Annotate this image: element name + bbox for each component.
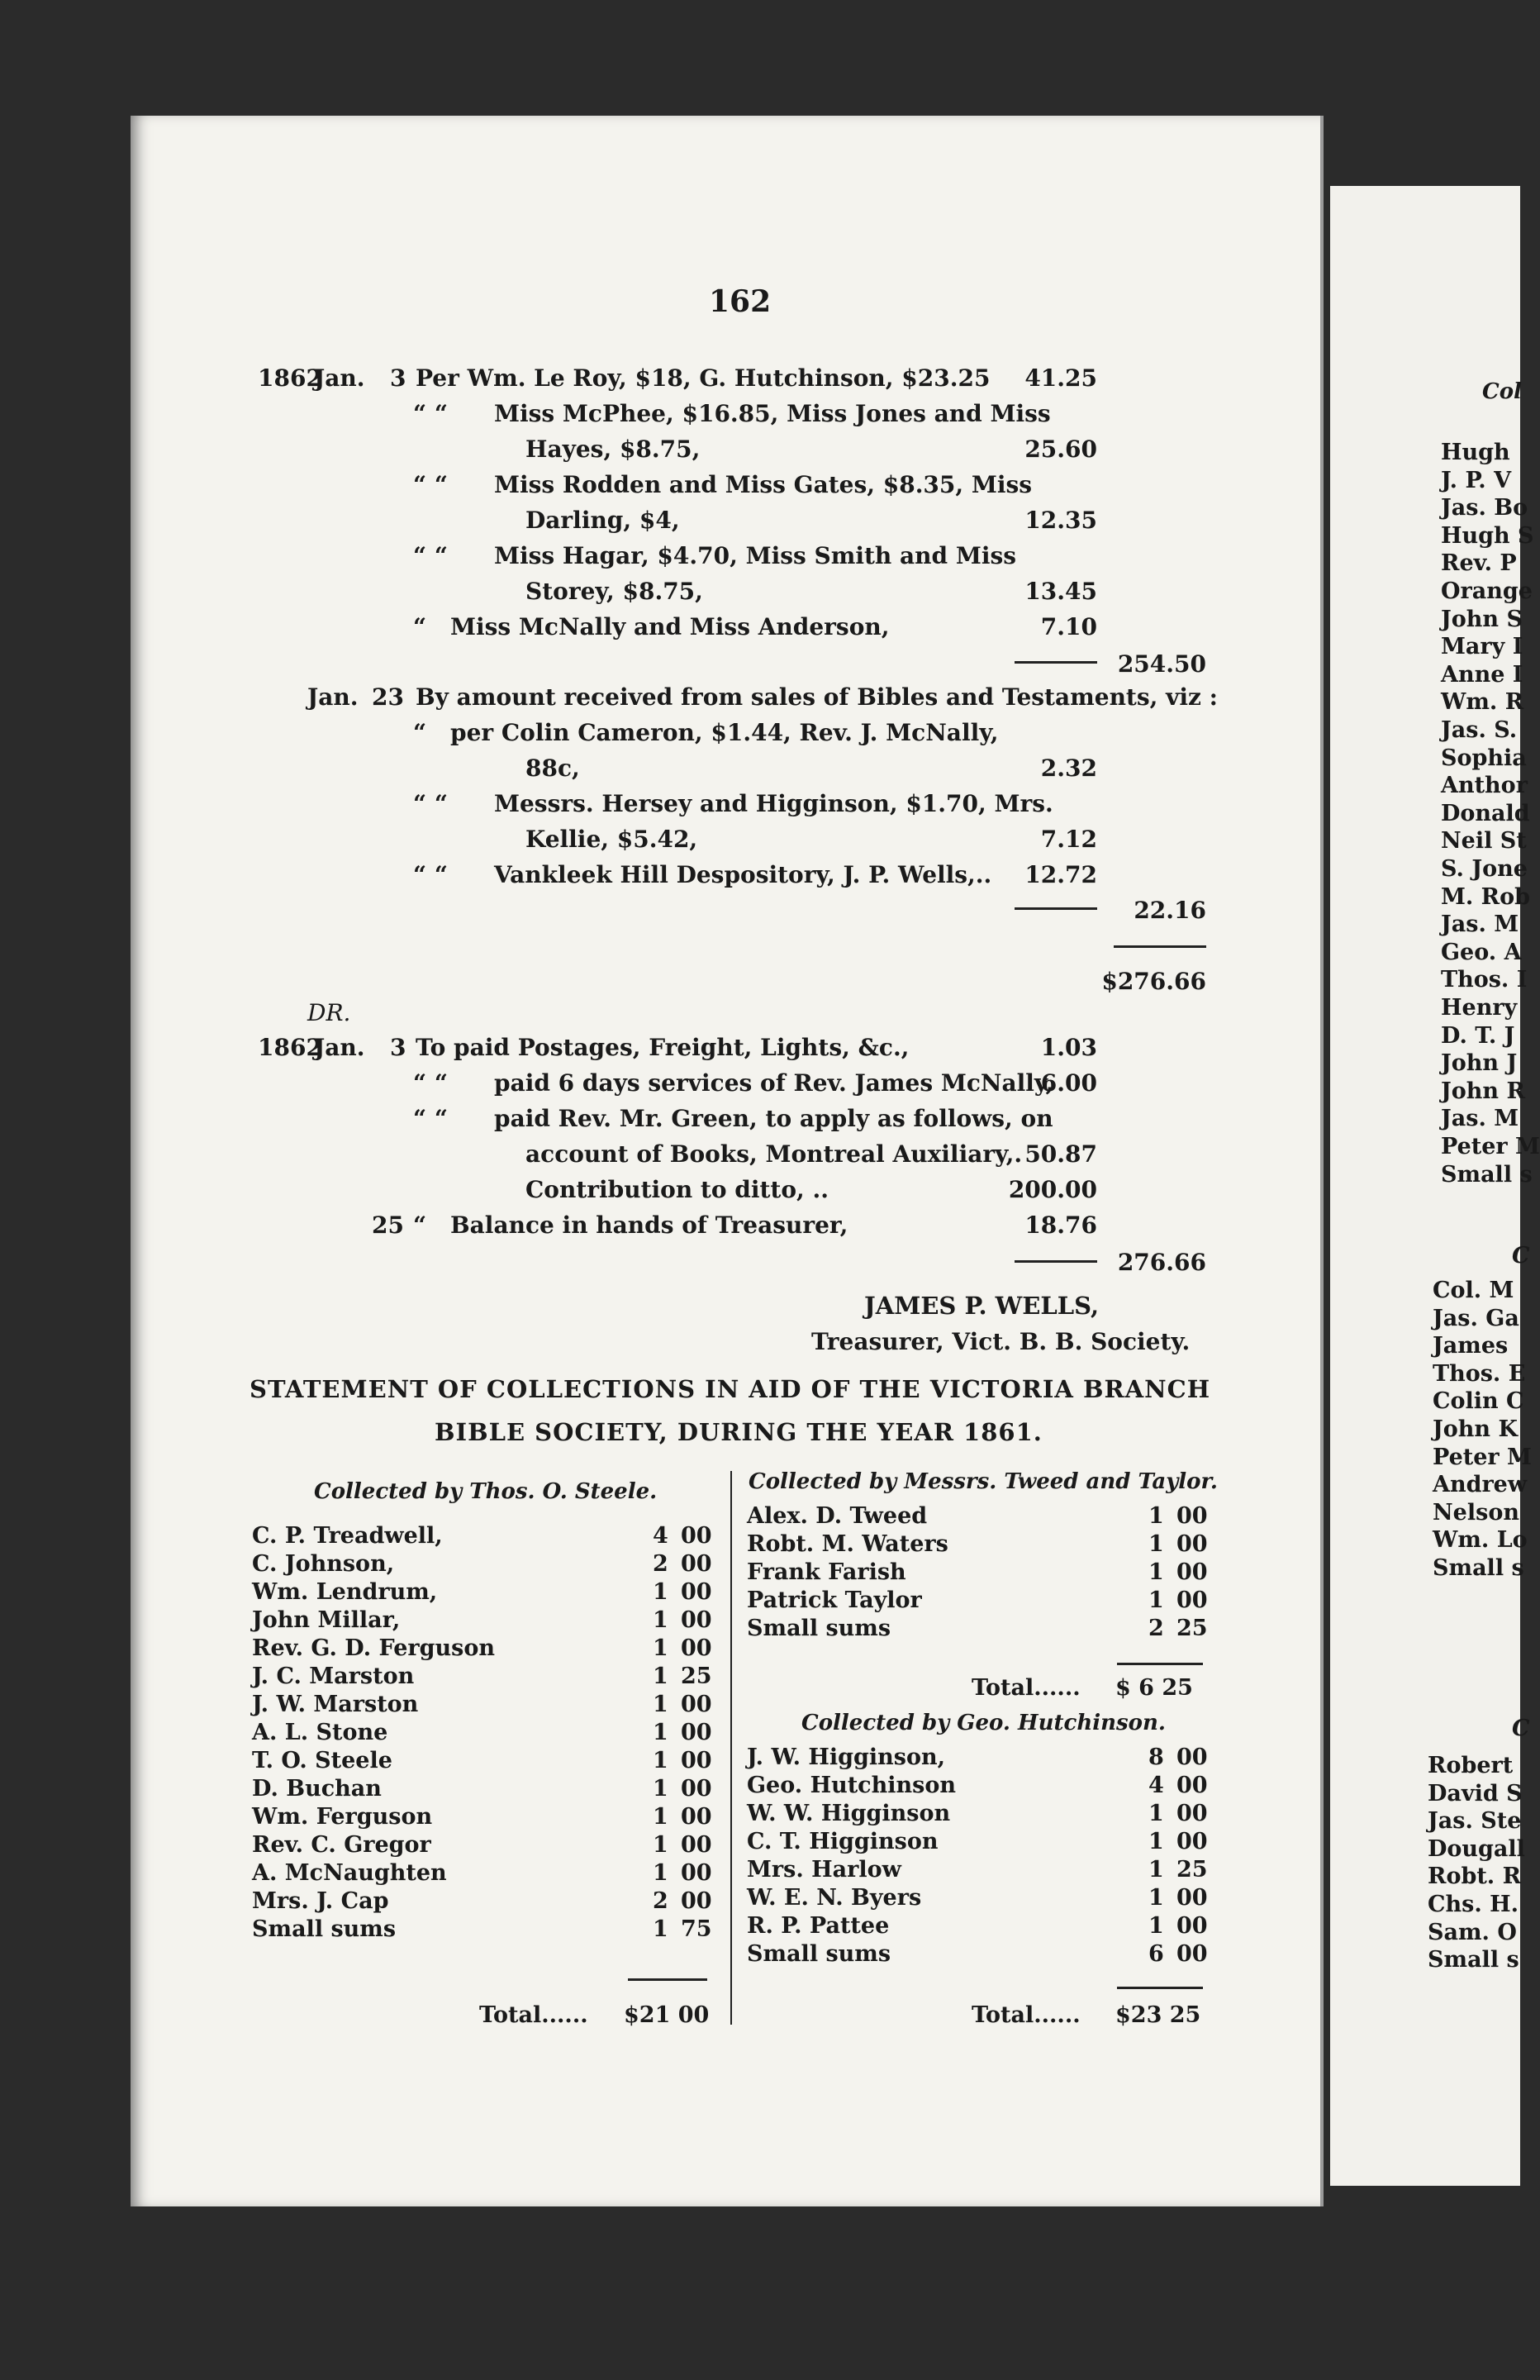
facing-name: Hugh	[1441, 440, 1510, 465]
facing-name: David S	[1428, 1780, 1523, 1806]
subtotal-amount: 22.16	[1134, 897, 1206, 924]
ledger-text: Miss McNally and Miss Anderson,	[450, 613, 890, 640]
amount-dollars: 8	[1148, 1745, 1164, 1770]
facing-name: D. T. J	[1441, 1022, 1515, 1049]
ledger-month: Jan.	[314, 1034, 365, 1061]
amount-dollars: 1	[653, 1748, 668, 1773]
facing-name: Jas. Ga	[1433, 1305, 1519, 1331]
facing-name: Mary I	[1441, 634, 1523, 660]
amount-cents: 00	[681, 1579, 712, 1605]
amount-cents: 00	[1176, 1531, 1208, 1557]
facing-name: Anne I	[1441, 661, 1523, 688]
amount-dollars: 1	[653, 1804, 668, 1830]
amount-dollars: 4	[653, 1523, 668, 1549]
ledger-amount: 2.32	[1040, 754, 1097, 782]
amount-cents: 00	[681, 1776, 712, 1802]
amount-dollars: 1	[653, 1607, 668, 1633]
collector-name: C. Johnson,	[252, 1551, 395, 1577]
amount-dollars: 1	[1148, 1531, 1164, 1557]
ledger-amount: 12.35	[1024, 507, 1097, 534]
ditto-mark: “ “	[413, 471, 448, 498]
ledger-text: Messrs. Hersey and Higginson, $1.70, Mrs.	[494, 790, 1053, 817]
amount-dollars: 1	[653, 1664, 668, 1689]
amount-dollars: 1	[653, 1776, 668, 1802]
page-number: 162	[709, 284, 772, 319]
amount-dollars: 1	[1148, 1913, 1164, 1939]
ledger-text: Storey, $8.75,	[525, 578, 703, 605]
statement-title: BIBLE SOCIETY, DURING THE YEAR 1861.	[435, 1418, 1043, 1446]
ledger-year: 1862	[258, 1034, 322, 1061]
collector-name: J. C. Marston	[252, 1664, 415, 1689]
amount-cents: 00	[681, 1804, 712, 1830]
ditto-mark: “ “	[413, 400, 448, 427]
ledger-day: 3	[390, 1034, 406, 1061]
facing-name: Neil St	[1441, 828, 1527, 854]
ledger-amount: 7.12	[1040, 826, 1097, 853]
ditto-mark: “ “	[413, 542, 448, 569]
amount-cents: 25	[681, 1664, 712, 1689]
amount-dollars: 1	[1148, 1857, 1164, 1883]
ledger-day: 23	[372, 683, 404, 711]
amount-dollars: 4	[1148, 1773, 1164, 1798]
collector-name: Small sums	[252, 1916, 397, 1942]
amount-cents: 00	[681, 1607, 712, 1633]
facing-name: Rev. P	[1441, 550, 1517, 577]
facing-name: J. P. V	[1441, 467, 1512, 493]
facing-name: James	[1433, 1333, 1509, 1359]
ledger-amount: 41.25	[1024, 364, 1097, 392]
facing-name: Jas. S.	[1441, 717, 1518, 743]
ledger-amount: 25.60	[1024, 436, 1097, 463]
collector-name: A. L. Stone	[252, 1720, 388, 1745]
collector-name: Geo. Hutchinson	[747, 1773, 956, 1798]
facing-name: Jas. M	[1441, 912, 1519, 938]
ledger-amount: 12.72	[1024, 861, 1097, 888]
collector-name: Patrick Taylor	[747, 1587, 922, 1613]
facing-name: Small s	[1441, 1161, 1533, 1188]
facing-name: Robert	[1428, 1753, 1514, 1778]
amount-cents: 75	[681, 1916, 712, 1942]
amount-cents: 00	[1176, 1941, 1208, 1967]
facing-name: John S	[1441, 606, 1523, 632]
facing-name: Robt. R	[1428, 1864, 1522, 1890]
facing-heading: C	[1512, 1716, 1530, 1741]
collector-name: Mrs. Harlow	[747, 1857, 901, 1883]
amount-dollars: 2	[1148, 1616, 1164, 1641]
facing-name: Small s	[1428, 1947, 1519, 1973]
collector-name: Rev. G. D. Ferguson	[252, 1635, 495, 1661]
amount-dollars: 1	[1148, 1587, 1164, 1613]
ditto-mark: “	[413, 1211, 427, 1239]
ledger-text: Contribution to ditto, ..	[525, 1176, 829, 1203]
amount-dollars: 1	[1148, 1503, 1164, 1529]
ledger-text: By amount received from sales of Bibles and Testaments, viz :	[416, 683, 1219, 711]
ledger-text: Miss Rodden and Miss Gates, $8.35, Miss	[494, 471, 1033, 498]
facing-name: S. Jone	[1441, 856, 1528, 882]
total-label: Total......	[972, 1675, 1081, 1701]
facing-name: Jas. M	[1441, 1106, 1519, 1132]
amount-dollars: 1	[1148, 1801, 1164, 1826]
facing-heading: C	[1512, 1243, 1530, 1269]
amount-cents: 00	[1176, 1587, 1208, 1613]
column-total: $23 25	[1115, 2002, 1201, 2028]
amount-cents: 00	[1176, 1913, 1208, 1939]
signature-title: Treasurer, Vict. B. B. Society.	[811, 1328, 1191, 1355]
column-total: $21 00	[624, 2002, 710, 2028]
subtotal-amount: 254.50	[1117, 650, 1206, 678]
ledger-text: Miss Hagar, $4.70, Miss Smith and Miss	[494, 542, 1017, 569]
amount-cents: 00	[681, 1860, 712, 1886]
ledger-amount: 13.45	[1024, 578, 1097, 605]
facing-name: Hugh S	[1441, 522, 1534, 549]
ledger-day: 25	[372, 1211, 404, 1239]
ledger-text: Kellie, $5.42,	[525, 826, 698, 853]
facing-name: John K	[1433, 1416, 1518, 1442]
collector-name: A. McNaughten	[252, 1860, 447, 1886]
facing-name: Thos. E	[1433, 1360, 1526, 1387]
facing-name: Jas. Ste	[1428, 1808, 1522, 1835]
ledger-text: Vankleek Hill Despository, J. P. Wells,..	[494, 861, 992, 888]
amount-dollars: 1	[653, 1692, 668, 1717]
facing-name: Chs. H.	[1428, 1892, 1519, 1917]
collector-name: Rev. C. Gregor	[252, 1832, 431, 1858]
amount-cents: 00	[681, 1635, 712, 1661]
ledger-text: paid 6 days services of Rev. James McNally,	[494, 1069, 1054, 1097]
ledger-text: Hayes, $8.75,	[525, 436, 701, 463]
amount-cents: 00	[1176, 1885, 1208, 1911]
column-total: $ 6 25	[1115, 1675, 1193, 1701]
collector-name: Alex. D. Tweed	[747, 1503, 928, 1529]
amount-cents: 00	[1176, 1801, 1208, 1826]
ditto-mark: “ “	[413, 790, 448, 817]
collector-name: C. T. Higginson	[747, 1829, 939, 1854]
facing-name: Orange	[1441, 578, 1533, 604]
column-divider	[730, 1471, 732, 2025]
column-heading: Collected by Thos. O. Steele.	[314, 1479, 658, 1504]
debit-total: 276.66	[1117, 1249, 1206, 1276]
total-rule	[1117, 1663, 1203, 1665]
amount-dollars: 1	[653, 1860, 668, 1886]
amount-cents: 00	[681, 1888, 712, 1914]
amount-dollars: 1	[653, 1832, 668, 1858]
collector-name: Wm. Ferguson	[252, 1804, 433, 1830]
amount-cents: 00	[1176, 1829, 1208, 1854]
facing-name: M. Rob	[1441, 883, 1531, 910]
ledger-amount: 18.76	[1024, 1211, 1097, 1239]
amount-dollars: 1	[1148, 1829, 1164, 1854]
column-heading: Collected by Geo. Hutchinson.	[801, 1711, 1166, 1735]
amount-cents: 00	[681, 1692, 712, 1717]
collector-name: T. O. Steele	[252, 1748, 392, 1773]
facing-name: Small s	[1433, 1555, 1524, 1581]
facing-name: Colin C	[1433, 1388, 1524, 1415]
subtotal-rule	[1015, 907, 1097, 910]
collector-name: Small sums	[747, 1941, 891, 1967]
amount-dollars: 2	[653, 1551, 668, 1577]
amount-dollars: 2	[653, 1888, 668, 1914]
collector-name: J. W. Higginson,	[747, 1745, 946, 1770]
ledger-text: paid Rev. Mr. Green, to apply as follows, on	[494, 1105, 1053, 1132]
collector-name: John Millar,	[252, 1607, 401, 1633]
total-rule	[1114, 945, 1206, 948]
statement-title: STATEMENT OF COLLECTIONS IN AID OF THE VICTORIA BRANCH	[250, 1375, 1211, 1403]
ledger-amount: 50.87	[1024, 1140, 1097, 1168]
collector-name: Mrs. J. Cap	[252, 1888, 389, 1914]
collector-name: Wm. Lendrum,	[252, 1579, 438, 1605]
amount-cents: 00	[681, 1551, 712, 1577]
column-heading: Collected by Messrs. Tweed and Taylor.	[749, 1469, 1218, 1494]
total-label: Total......	[972, 2002, 1081, 2028]
ledger-day: 3	[390, 364, 406, 392]
facing-heading: Col	[1482, 379, 1522, 404]
total-label: Total......	[479, 2002, 588, 2028]
ledger-amount: 200.00	[1008, 1176, 1097, 1203]
ledger-month: Jan.	[307, 683, 359, 711]
ditto-mark: “ “	[413, 1105, 448, 1132]
ledger-text: To paid Postages, Freight, Lights, &c.,	[416, 1034, 910, 1061]
facing-name: Henry	[1441, 995, 1518, 1021]
amount-cents: 00	[681, 1748, 712, 1773]
amount-dollars: 1	[1148, 1885, 1164, 1911]
collector-name: Small sums	[747, 1616, 891, 1641]
ledger-amount: 6.00	[1040, 1069, 1097, 1097]
ditto-mark: “ “	[413, 1069, 448, 1097]
ditto-mark: “	[413, 613, 427, 640]
collector-name: Robt. M. Waters	[747, 1531, 948, 1557]
ledger-text: 88c,	[525, 754, 580, 782]
amount-dollars: 1	[653, 1635, 668, 1661]
subtotal-rule	[1015, 661, 1097, 664]
facing-name: Peter M	[1433, 1444, 1532, 1470]
ledger-amount: 1.03	[1040, 1034, 1097, 1061]
facing-name: Nelson	[1433, 1499, 1519, 1526]
amount-cents: 00	[681, 1832, 712, 1858]
facing-name: Donald	[1441, 800, 1530, 826]
ledger-year: 1862	[258, 364, 322, 392]
collector-name: R. P. Pattee	[747, 1913, 890, 1939]
collector-name: J. W. Marston	[252, 1692, 419, 1717]
ledger-text: Darling, $4,	[525, 507, 680, 534]
amount-cents: 00	[1176, 1559, 1208, 1585]
facing-name: John J	[1441, 1050, 1518, 1077]
collector-name: C. P. Treadwell,	[252, 1523, 443, 1549]
facing-name: Wm. R	[1441, 689, 1524, 716]
ledger-text: per Colin Cameron, $1.44, Rev. J. McNally,	[450, 719, 999, 746]
facing-name: Geo. A	[1441, 939, 1522, 965]
amount-cents: 00	[1176, 1773, 1208, 1798]
total-rule	[1015, 1260, 1097, 1263]
ledger-amount: 7.10	[1040, 613, 1097, 640]
credit-total: $276.66	[1101, 968, 1206, 995]
ledger-text: Per Wm. Le Roy, $18, G. Hutchinson, $23.25	[416, 364, 991, 392]
amount-dollars: 1	[653, 1720, 668, 1745]
facing-name: Col. M	[1433, 1278, 1514, 1303]
amount-cents: 25	[1176, 1857, 1208, 1883]
facing-name: Jas. Bo	[1441, 495, 1528, 521]
facing-page	[1330, 186, 1540, 2186]
collector-name: Frank Farish	[747, 1559, 906, 1585]
total-rule	[628, 1978, 707, 1981]
ditto-mark: “ “	[413, 861, 448, 888]
amount-cents: 25	[1176, 1616, 1208, 1641]
amount-dollars: 1	[653, 1579, 668, 1605]
amount-cents: 00	[681, 1720, 712, 1745]
ledger-text: account of Books, Montreal Auxiliary,.	[525, 1140, 1023, 1168]
facing-name: Wm. Lo	[1433, 1527, 1528, 1554]
facing-name: Peter M	[1441, 1134, 1540, 1159]
ledger-text: Miss McPhee, $16.85, Miss Jones and Miss	[494, 400, 1051, 427]
facing-name: Thos. I	[1441, 967, 1528, 993]
amount-dollars: 6	[1148, 1941, 1164, 1967]
ditto-mark: “	[413, 719, 427, 746]
facing-name: Dougall	[1428, 1835, 1525, 1862]
facing-name: Sam. O	[1428, 1919, 1517, 1945]
collector-name: W. W. Higginson	[747, 1801, 951, 1826]
total-rule	[1117, 1987, 1203, 1989]
amount-dollars: 1	[653, 1916, 668, 1942]
collector-name: W. E. N. Byers	[747, 1885, 922, 1911]
ledger-text: Balance in hands of Treasurer,	[450, 1211, 848, 1239]
amount-cents: 00	[1176, 1745, 1208, 1770]
amount-dollars: 1	[1148, 1559, 1164, 1585]
facing-name: Sophia	[1441, 745, 1527, 771]
signature-name: JAMES P. WELLS,	[864, 1292, 1100, 1320]
facing-name: Anthor	[1441, 773, 1528, 799]
ledger-month: Jan.	[314, 364, 365, 392]
facing-name: Andrew	[1433, 1472, 1528, 1498]
dr-label: DR.	[307, 999, 351, 1026]
amount-cents: 00	[681, 1523, 712, 1549]
facing-name: John R	[1441, 1078, 1525, 1104]
amount-cents: 00	[1176, 1503, 1208, 1529]
collector-name: D. Buchan	[252, 1776, 382, 1802]
